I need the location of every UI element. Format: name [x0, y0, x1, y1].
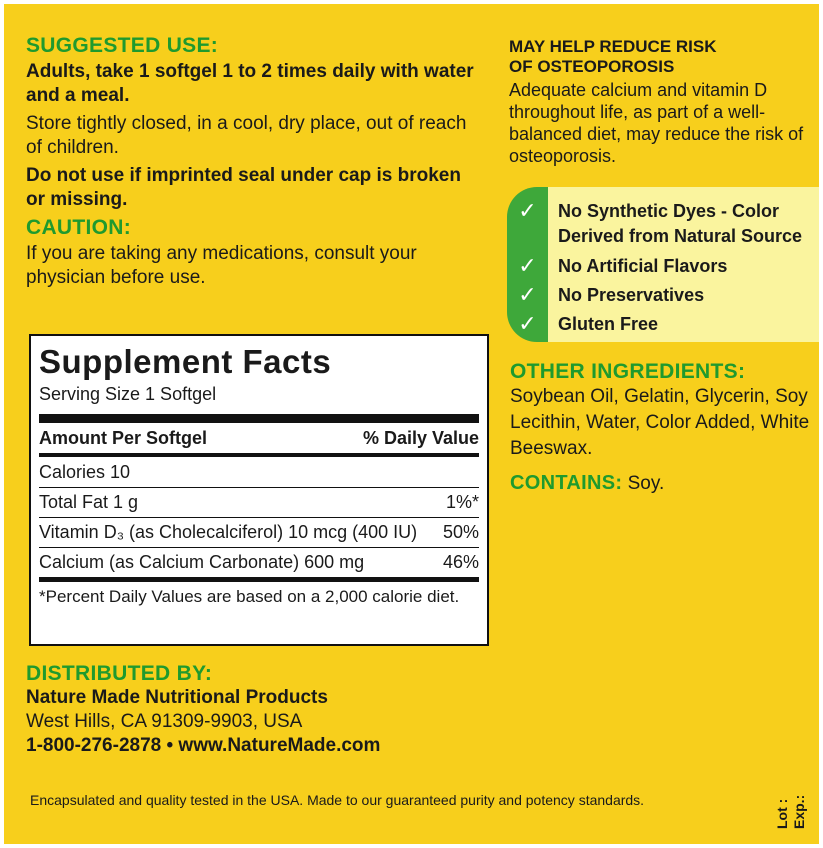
checkmark-icon: ✓: [518, 282, 537, 307]
free-from-claims-panel: [507, 187, 819, 342]
caution-heading: CAUTION:: [26, 216, 132, 239]
nutrient-name: Calcium (as Calcium Carbonate) 600 mg: [39, 552, 365, 572]
amount-per-header: Amount Per Softgel: [39, 428, 208, 448]
checkmark-icon: ✓: [518, 198, 537, 223]
lot-label: Lot :: [774, 798, 790, 829]
nutrient-name: Total Fat 1 g: [39, 492, 139, 512]
serving-size: Serving Size 1 Softgel: [39, 382, 479, 423]
checkmark-icon: ✓: [518, 253, 537, 278]
claim-item: [507, 254, 727, 279]
ingredients-section: [510, 360, 815, 497]
facts-row: [39, 488, 479, 518]
osteo-heading-line2: OF OSTEOPOROSIS: [509, 57, 675, 76]
seal-warning: Do not use if imprinted seal under cap is broken or missing.: [26, 165, 461, 210]
nutrient-dv: 46%: [442, 552, 479, 572]
nutrient-dv: 50%: [442, 522, 479, 542]
contains-label: CONTAINS:: [510, 472, 623, 494]
osteo-heading-line1: MAY HELP REDUCE RISK: [509, 37, 717, 56]
usage-directions: Adults, take 1 softgel 1 to 2 times daily with water and a meal.: [26, 61, 474, 106]
distributor-contact: 1-800-276-2878 • www.NatureMade.com: [26, 735, 381, 756]
claim-text: [548, 199, 802, 249]
claim-item: [507, 283, 704, 308]
contains-line: [510, 470, 815, 497]
claim-line: No Synthetic Dyes - Color: [558, 201, 780, 221]
facts-title: Supplement Facts: [39, 343, 332, 380]
nutrient-name: Vitamin D₃ (as Cholecalciferol) 10 mcg (400 IU): [39, 522, 418, 542]
facts-row: [39, 457, 479, 488]
product-label-panel: [4, 4, 819, 844]
other-ingredients-text: Soybean Oil, Gelatin, Glycerin, Soy Lecithin, Water, Color Added, White Beeswax.: [510, 386, 810, 459]
exp-label: Exp.:: [791, 794, 807, 829]
claim-text: No Artificial Flavors: [558, 256, 728, 276]
osteoporosis-claim: [509, 37, 814, 167]
daily-value-header: % Daily Value: [362, 428, 479, 448]
distributor-address: West Hills, CA 91309-9903, USA: [26, 711, 303, 732]
other-ingredients-heading: OTHER INGREDIENTS:: [510, 360, 746, 383]
checkmark-icon: ✓: [518, 311, 537, 336]
supplement-facts-panel: [29, 334, 489, 646]
facts-column-header: [39, 423, 479, 457]
facts-row: [39, 548, 479, 582]
facts-footnote: *Percent Daily Values are based on a 2,000 calorie diet.: [39, 587, 460, 606]
claim-item: [507, 199, 802, 249]
claim-text: No Preservatives: [558, 285, 705, 305]
distributor-section: [26, 662, 496, 758]
nutrient-name: Calories 10: [39, 462, 131, 482]
caution-text: If you are taking any medications, consult your physician before use.: [26, 243, 417, 288]
fine-print: Encapsulated and quality tested in the USA. Made to our guaranteed purity and potency standards.: [30, 792, 645, 808]
storage-instructions: Store tightly closed, in a cool, dry place, out of reach of children.: [26, 113, 467, 158]
claim-text: Gluten Free: [558, 314, 659, 334]
nutrient-dv: 1%*: [445, 492, 479, 512]
lot-exp-block: [774, 769, 814, 829]
suggested-use-heading: SUGGESTED USE:: [26, 34, 219, 57]
claim-line: Derived from Natural Source: [558, 226, 803, 246]
facts-row: [39, 518, 479, 548]
distributor-company: Nature Made Nutritional Products: [26, 687, 328, 708]
usage-section: [26, 34, 476, 290]
osteo-text: Adequate calcium and vitamin D throughout life, as part of a well-balanced diet, may reduce the risk of osteoporosis.: [509, 80, 804, 166]
contains-value: Soy.: [627, 473, 665, 494]
distributed-by-heading: DISTRIBUTED BY:: [26, 662, 213, 685]
claim-item: [507, 312, 658, 337]
